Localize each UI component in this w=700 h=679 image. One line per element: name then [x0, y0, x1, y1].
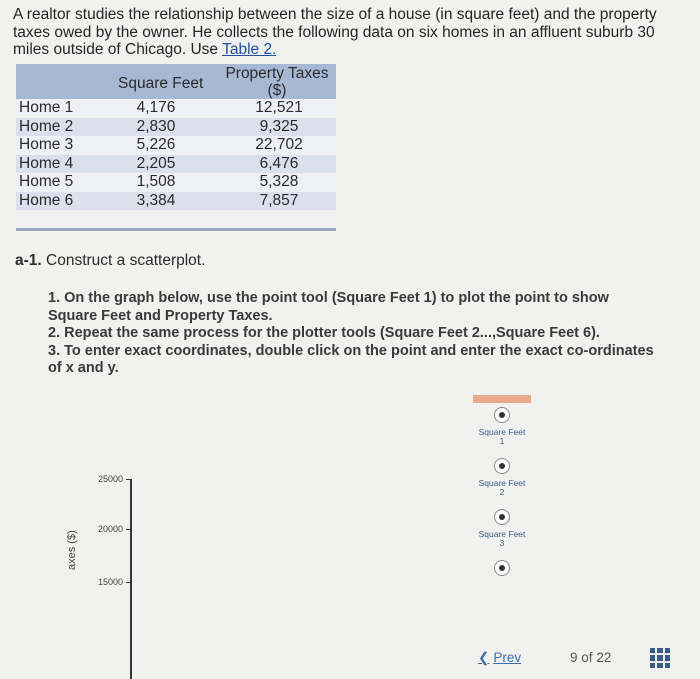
instructions: [48, 290, 658, 378]
y-tick-mark: [126, 582, 132, 583]
home-name: Home 5: [19, 173, 74, 190]
step-3: 3. To enter exact coordinates, double click on the point and enter the exact co-ordinates of x and y.: [48, 342, 654, 376]
step-1: 1. On the graph below, use the point tool (Square Feet 1) to plot the point to show Square Feet and Property Taxes.: [48, 290, 609, 324]
prev-label: Prev: [493, 650, 522, 665]
table-2-link[interactable]: Table 2.: [222, 41, 277, 58]
square-feet-value: 2,830: [136, 117, 176, 135]
tax-value: 12,521: [255, 99, 303, 116]
part-label: [15, 252, 205, 270]
tool-label: Square Feet: [478, 478, 526, 488]
table-row: [16, 118, 336, 137]
header-property-taxes: Property Taxes ($): [225, 65, 329, 99]
prev-button[interactable]: [478, 650, 521, 666]
total-pages: 22: [596, 650, 612, 665]
y-axis-label: axes ($): [66, 530, 78, 570]
table-footer: [16, 220, 336, 231]
square-feet-value: 4,176: [136, 99, 176, 116]
header-square-feet: Square Feet: [118, 75, 204, 92]
tax-value: 5,328: [259, 173, 299, 190]
point-tool-icon[interactable]: [494, 560, 510, 576]
data-table: [16, 64, 336, 231]
pagination: [470, 650, 695, 670]
y-tick-mark: [126, 529, 132, 530]
home-name: Home 3: [19, 136, 74, 153]
step-2: 2. Repeat the same process for the plotter tools (Square Feet 2...,Square Feet 6).: [48, 325, 600, 341]
question-intro: [13, 6, 683, 59]
square-feet-value: 3,384: [136, 191, 176, 209]
tool-number: 1: [499, 436, 505, 446]
y-tick-mark: [126, 479, 132, 480]
table-row: [16, 155, 336, 174]
home-name: Home 6: [19, 191, 74, 209]
table-body: [16, 99, 336, 210]
y-axis: [130, 479, 132, 679]
tax-value: 9,325: [259, 117, 299, 135]
page-indicator: [570, 650, 611, 665]
table-row: [16, 136, 336, 155]
point-tool-icon[interactable]: [494, 407, 510, 423]
grid-menu-icon[interactable]: [650, 648, 670, 668]
tool-square-feet-3[interactable]: [473, 509, 531, 548]
current-page: 9: [570, 650, 578, 665]
chevron-left-icon: ❮: [478, 650, 490, 665]
table-header: [16, 64, 336, 99]
point-tool-icon[interactable]: [494, 458, 510, 474]
home-name: Home 1: [19, 99, 74, 116]
square-feet-value: 5,226: [136, 136, 176, 153]
table-row: [16, 192, 336, 211]
tool-number: 2: [499, 487, 505, 497]
point-tool-icon[interactable]: [494, 509, 510, 525]
part-text: Construct a scatterplot.: [41, 252, 206, 269]
point-tools-panel: [473, 395, 531, 588]
square-feet-value: 1,508: [136, 173, 176, 190]
intro-text: A realtor studies the relationship between the size of a house (in square feet) and the property taxes owed by the owner. He collects the following data on six homes in an affluent suburb 30 miles outside of Chicago. Use: [13, 6, 657, 58]
y-tick-label: 15000: [98, 577, 124, 587]
tool-label: Square Feet: [478, 427, 526, 437]
of-label: of: [581, 650, 593, 665]
tax-value: 22,702: [255, 136, 303, 153]
tax-value: 6,476: [259, 154, 299, 172]
scatterplot-graph[interactable]: [60, 385, 680, 675]
tax-value: 7,857: [259, 191, 299, 209]
tool-number: 3: [499, 538, 505, 548]
home-name: Home 4: [19, 154, 74, 172]
part-number: a-1.: [15, 252, 42, 269]
tools-header: [473, 395, 531, 403]
y-tick-label: 20000: [98, 524, 124, 534]
square-feet-value: 2,205: [136, 154, 176, 172]
table-row: [16, 99, 336, 118]
y-tick-label: 25000: [98, 474, 124, 484]
table-row: [16, 173, 336, 192]
tool-square-feet-2[interactable]: [473, 458, 531, 497]
home-name: Home 2: [19, 117, 74, 135]
tool-label: Square Feet: [478, 529, 526, 539]
tool-square-feet-1[interactable]: [473, 407, 531, 446]
tool-square-feet-4[interactable]: [473, 560, 531, 576]
